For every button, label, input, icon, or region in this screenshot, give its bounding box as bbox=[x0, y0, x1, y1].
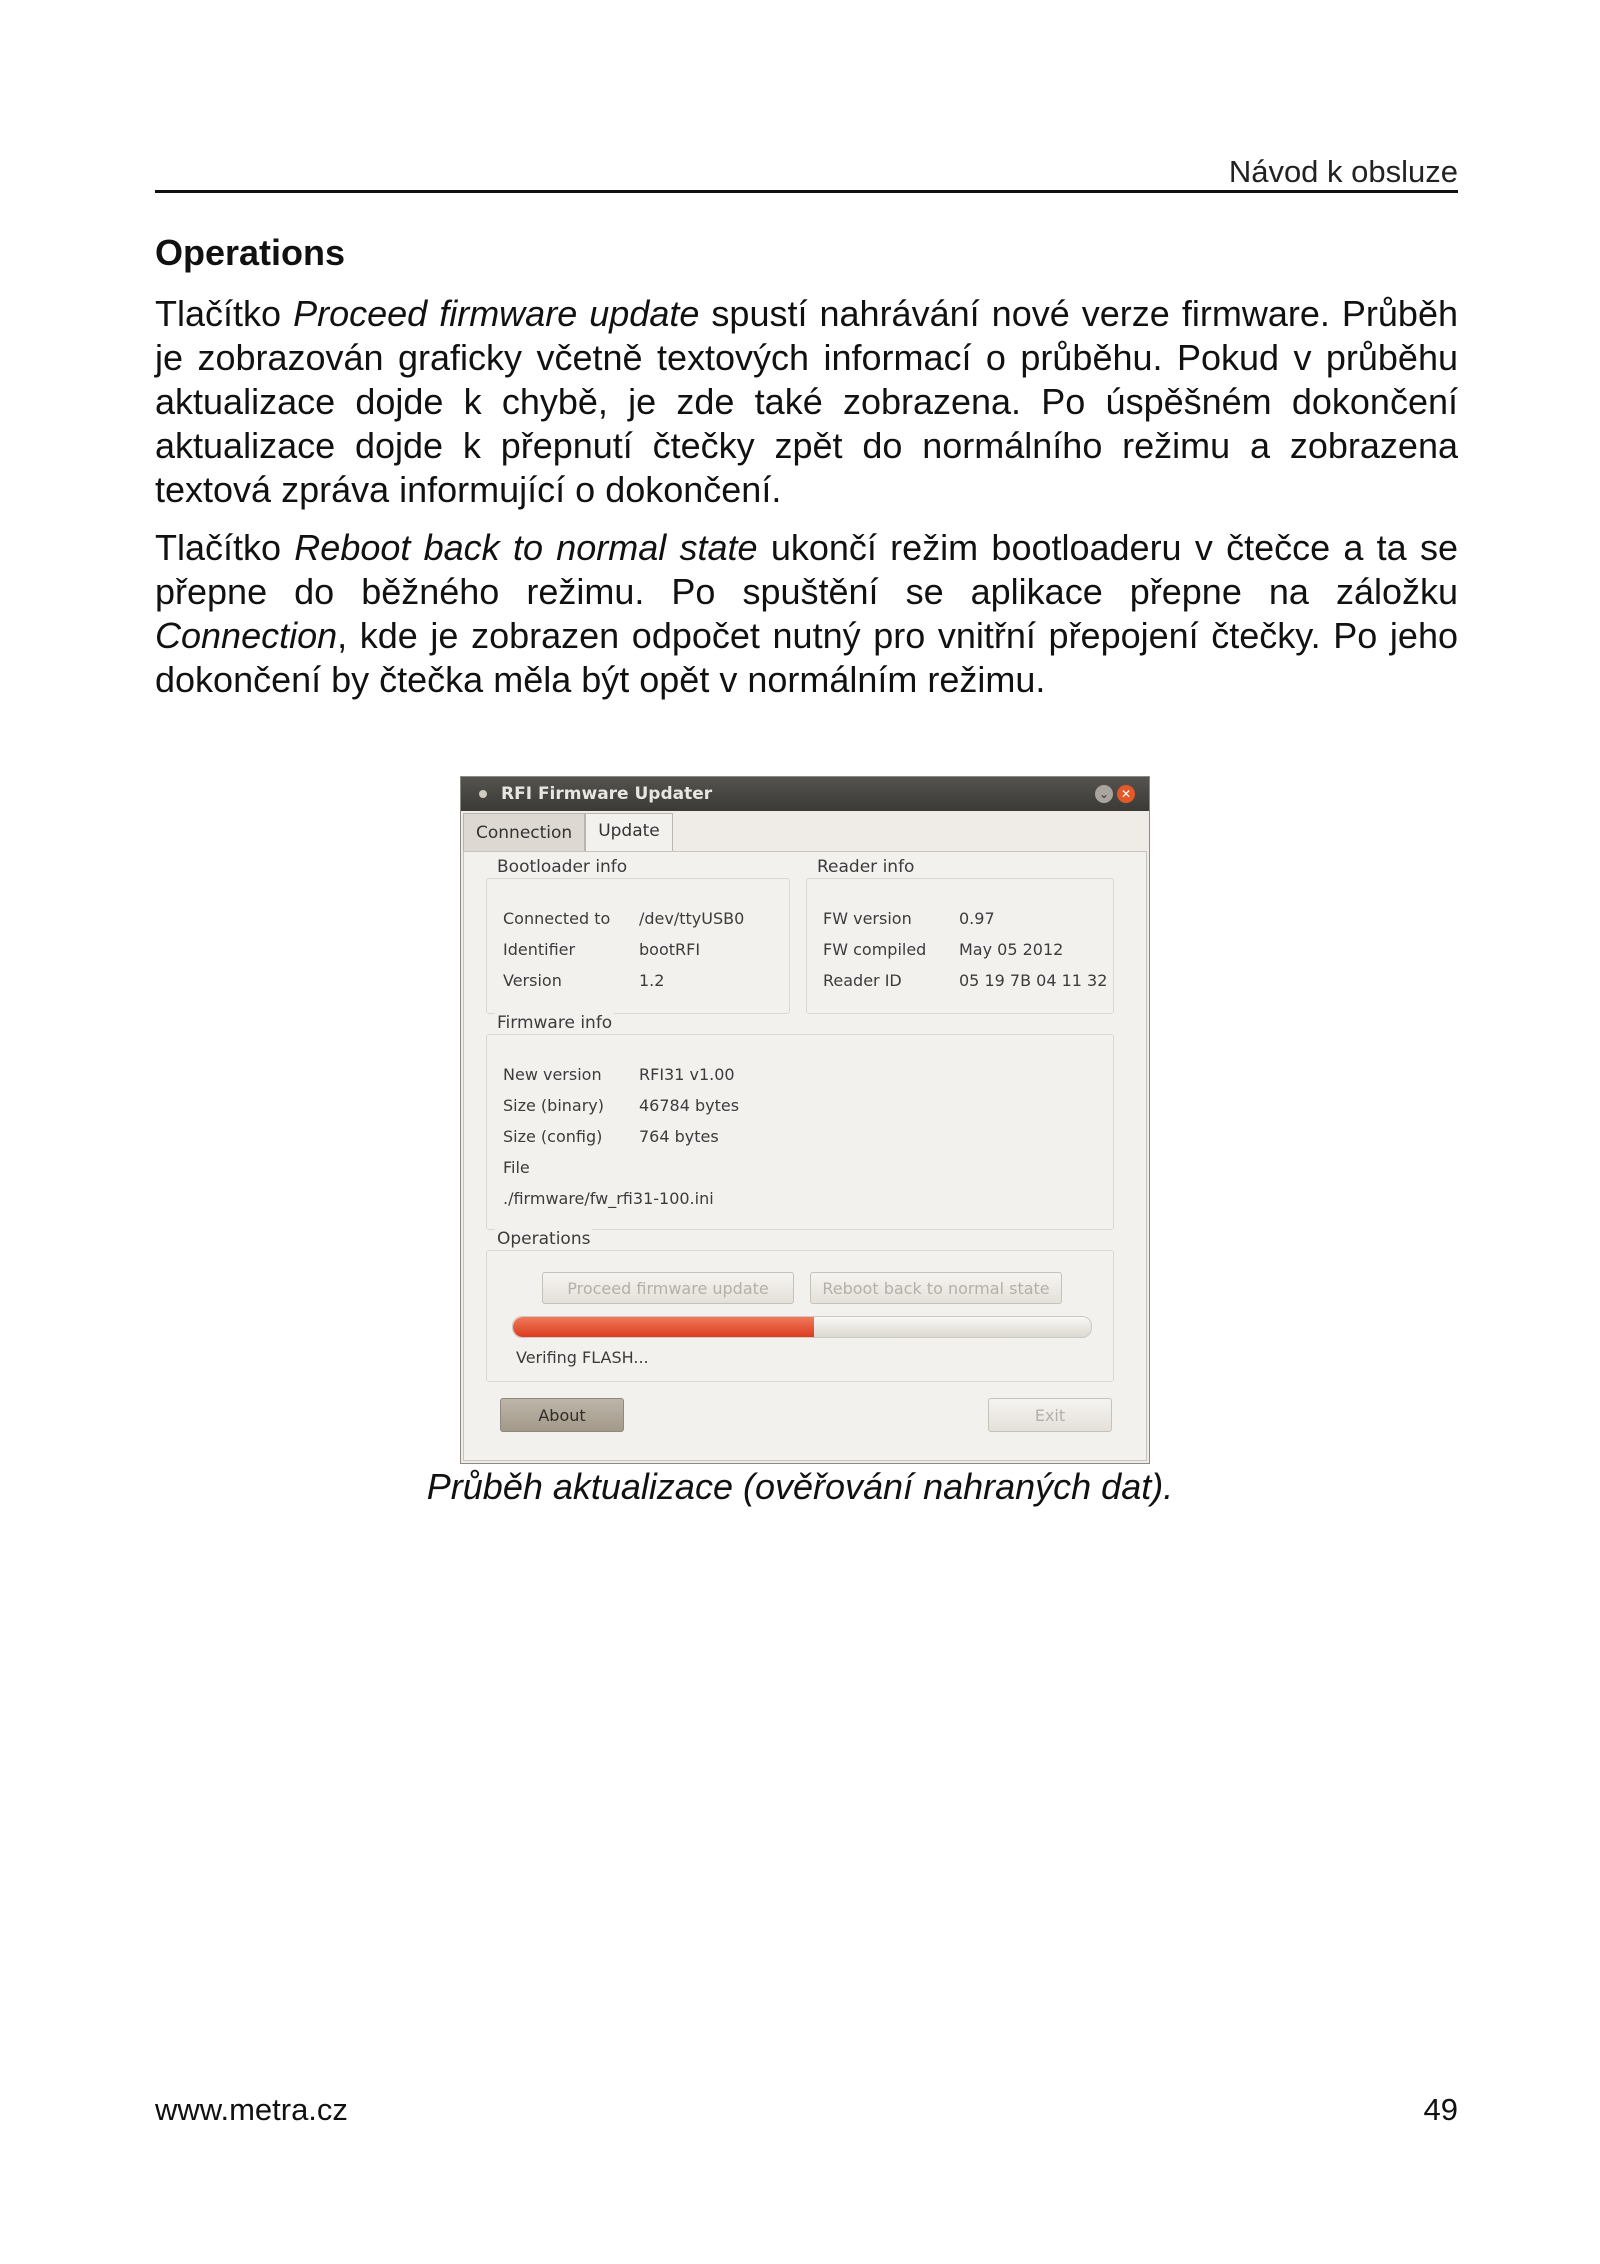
window-title: RFI Firmware Updater bbox=[501, 784, 713, 804]
label-fw-version: FW version bbox=[823, 909, 912, 928]
section-heading: Operations bbox=[155, 232, 346, 273]
exit-button[interactable]: Exit bbox=[988, 1398, 1112, 1432]
value-size-binary: 46784 bytes bbox=[639, 1096, 740, 1115]
paragraph-proceed: Tlačítko Proceed firmware update spustí nahrávání nové verze firmware. Průběh je zobrazován graficky včetně textových informací o průběhu. Pokud v průběhu aktualizace dojde k chybě, je zde také zobrazena. Po úspěšném dokončení aktualizace dojde k přepnutí čtečky zpět do normálního režimu a zobrazena textová zpráva informující o dokončení. bbox=[155, 293, 1458, 510]
value-size-config: 764 bytes bbox=[639, 1127, 719, 1146]
label-file: File bbox=[503, 1158, 530, 1177]
label-size-config: Size (config) bbox=[503, 1127, 603, 1146]
update-progress-bar bbox=[512, 1316, 1092, 1338]
tab-connection[interactable]: Connection bbox=[463, 813, 585, 851]
firmware-info-group bbox=[486, 1013, 1114, 1230]
value-fw-version: 0.97 bbox=[959, 909, 995, 928]
tab-bar bbox=[463, 813, 673, 851]
footer-url[interactable]: www.metra.cz bbox=[155, 2092, 348, 2127]
bootloader-info-title: Bootloader info bbox=[497, 857, 628, 877]
label-connected-to: Connected to bbox=[503, 909, 611, 928]
label-fw-compiled: FW compiled bbox=[823, 940, 927, 959]
about-button[interactable]: About bbox=[500, 1398, 624, 1432]
label-size-binary: Size (binary) bbox=[503, 1096, 605, 1115]
firmware-info-title: Firmware info bbox=[497, 1013, 613, 1033]
minimize-icon[interactable]: ⌄ bbox=[1095, 785, 1113, 803]
value-identifier: bootRFI bbox=[639, 940, 701, 959]
paragraph-reboot: Tlačítko Reboot back to normal state ukončí režim bootloaderu v čtečce a ta se přepne do běžného režimu. Po spuštění se aplikace přepne na záložku Connection, kde je zobrazen odpočet nutný pro vnitřní přepojení čtečky. Po jeho dokončení by čtečka měla být opět v normálním režimu. bbox=[155, 527, 1458, 700]
label-new-version: New version bbox=[503, 1065, 602, 1084]
value-version: 1.2 bbox=[639, 971, 665, 990]
update-panel bbox=[463, 851, 1147, 1461]
value-new-version: RFI31 v1.00 bbox=[639, 1065, 735, 1084]
proceed-firmware-update-button[interactable]: Proceed firmware update bbox=[542, 1272, 794, 1304]
connection-term: Connection bbox=[155, 615, 338, 656]
reboot-term: Reboot back to normal state bbox=[294, 527, 758, 568]
label-identifier: Identifier bbox=[503, 940, 576, 959]
progress-status: Verifing FLASH... bbox=[516, 1348, 649, 1367]
value-fw-compiled: May 05 2012 bbox=[959, 940, 1064, 959]
value-connected-to: /dev/ttyUSB0 bbox=[639, 909, 745, 928]
header-title: Návod k obsluze bbox=[1228, 154, 1458, 189]
reboot-normal-state-button[interactable]: Reboot back to normal state bbox=[810, 1272, 1062, 1304]
operations-title: Operations bbox=[497, 1229, 591, 1249]
firmware-updater-window bbox=[460, 776, 1150, 1464]
proceed-term: Proceed firmware update bbox=[293, 293, 700, 334]
label-version: Version bbox=[503, 971, 562, 990]
tab-update[interactable]: Update bbox=[585, 813, 673, 851]
close-icon[interactable]: ✕ bbox=[1117, 785, 1135, 803]
window-menu-icon[interactable] bbox=[479, 790, 487, 798]
label-reader-id: Reader ID bbox=[823, 971, 902, 990]
reader-info-title: Reader info bbox=[817, 857, 915, 877]
header-rule bbox=[155, 190, 1458, 193]
window-titlebar[interactable] bbox=[461, 777, 1149, 811]
reader-info-group bbox=[806, 857, 1114, 1014]
progress-fill bbox=[513, 1317, 814, 1337]
value-file-path: ./firmware/fw_rfi31-100.ini bbox=[503, 1189, 714, 1208]
value-reader-id: 05 19 7B 04 11 32 bbox=[959, 971, 1108, 990]
figure-caption: Průběh aktualizace (ověřování nahraných dat). bbox=[426, 1466, 1174, 1507]
page-number: 49 bbox=[1423, 2092, 1458, 2127]
bootloader-info-group bbox=[486, 857, 790, 1014]
